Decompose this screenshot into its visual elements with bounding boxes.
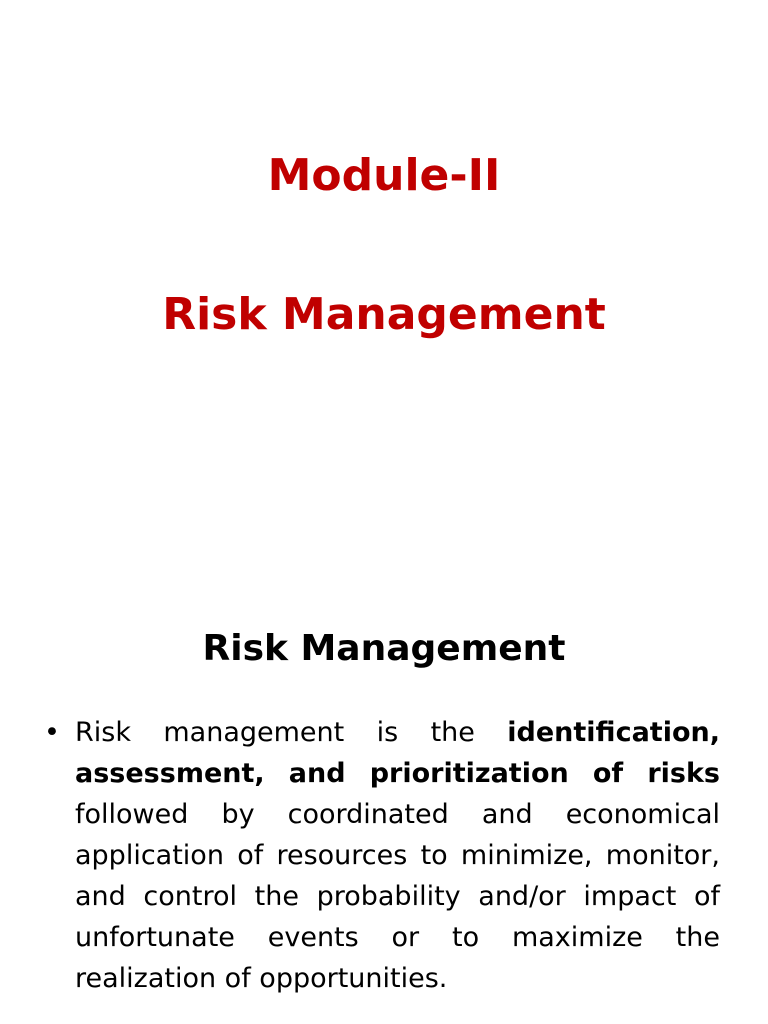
bullet-text-bold: identification, assessment, and prioritization of risks — [75, 717, 720, 789]
bullet-dot-icon: • — [44, 717, 60, 748]
content-slide — [0, 600, 768, 1024]
bullet-item — [44, 712, 720, 999]
bullet-text-end: followed by coordinated and economical application of resources to minimize, monitor, and control the probability and/or impact of unfortunate events or to maximize the realization of opportunities. — [75, 799, 720, 994]
topic-title: Risk Management — [162, 289, 606, 340]
module-title: Module-II — [267, 150, 501, 201]
slide-heading: Risk Management — [202, 628, 566, 669]
bullet-list — [44, 712, 720, 999]
bullet-text-start: Risk management is the — [75, 717, 508, 748]
